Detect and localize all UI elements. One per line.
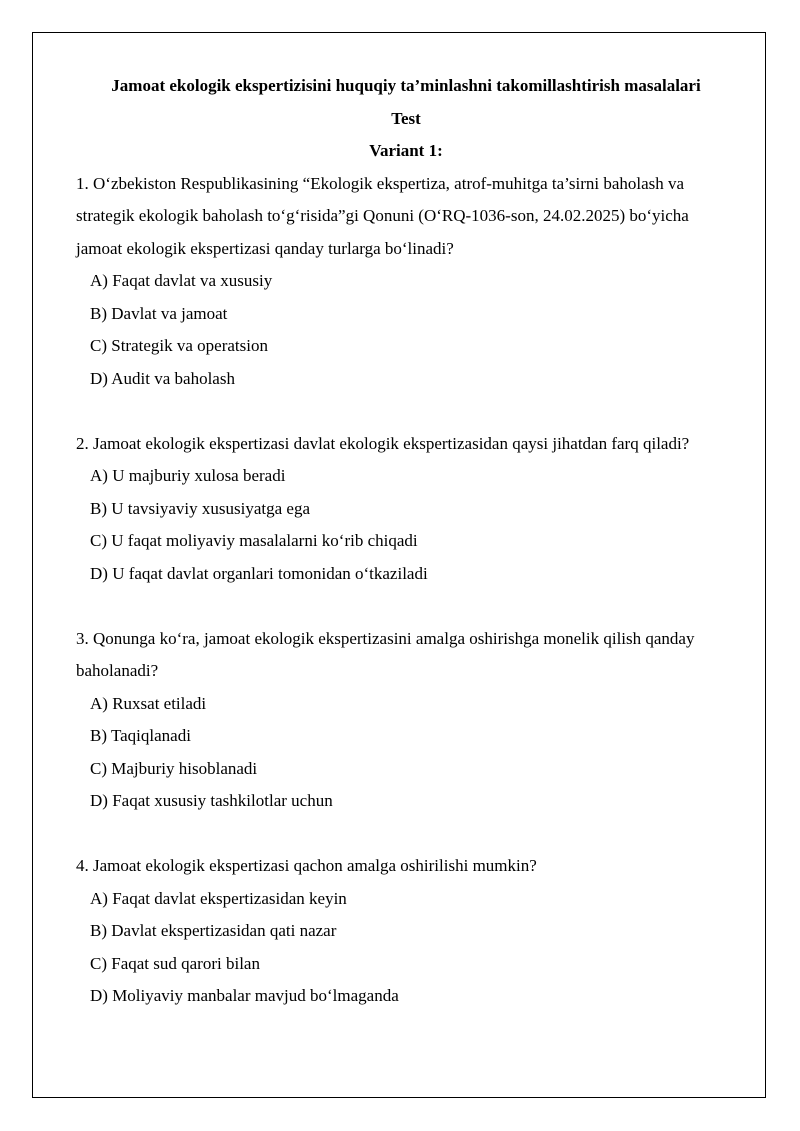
question-3 [76,623,736,818]
answer-option-c: C) U faqat moliyaviy masalalarni ko‘rib chiqadi [90,531,418,550]
question-2 [76,428,736,591]
question-spacer [76,395,736,428]
answer-option-a: A) Faqat davlat va xususiy [90,271,273,290]
question-text: 3. Qonunga ko‘ra, jamoat ekologik ekspertizasini amalga oshirishga monelik qilish qanday baholanadi? [76,628,695,680]
answer-option-d: D) Moliyaviy manbalar mavjud bo‘lmaganda [90,986,399,1005]
document-title: Jamoat ekologik ekspertizisini huquqiy ta’minlashni takomillashtirish masalalari [111,76,701,95]
question-text: 1. O‘zbekiston Respublikasining “Ekologik ekspertiza, atrof-muhitga ta’sirni baholash va strategik ekologik baholash to‘g‘risida”gi Qonuni (O‘RQ-1036-son, 24.02.2025) bo‘yicha jamoat ekologik ekspertizasi qanday turlarga bo‘linadi? [76,173,689,258]
question-text: 2. Jamoat ekologik ekspertizasi davlat ekologik ekspertizasidan qaysi jihatdan farq qiladi? [76,433,690,453]
question-spacer [76,590,736,623]
answer-option-c: C) Majburiy hisoblanadi [90,758,258,778]
answer-option-b: B) Davlat ekspertizasidan qati nazar [90,921,337,940]
answer-option-c: C) Faqat sud qarori bilan [90,953,260,973]
answer-option-b: B) Davlat va jamoat [90,303,228,323]
answer-option-d: D) U faqat davlat organlari tomonidan o‘tkaziladi [90,563,428,583]
document-subtitle: Test [391,108,421,128]
answer-option-a: A) Faqat davlat ekspertizasidan keyin [90,888,347,908]
question-text: 4. Jamoat ekologik ekspertizasi qachon amalga oshirilishi mumkin? [76,856,537,875]
answer-option-a: A) Ruxsat etiladi [90,693,207,713]
document-body [76,70,736,1013]
question-spacer [76,818,736,851]
answer-option-d: D) Audit va baholash [90,368,235,388]
variant-heading: Variant 1: [369,141,443,160]
question-1 [76,168,736,396]
answer-option-d: D) Faqat xususiy tashkilotlar uchun [90,791,333,810]
answer-option-c: C) Strategik va operatsion [90,336,268,355]
answer-option-a: A) U majburiy xulosa beradi [90,466,286,485]
question-4 [76,850,736,1013]
answer-option-b: B) Taqiqlanadi [90,726,191,745]
answer-option-b: B) U tavsiyaviy xususiyatga ega [90,498,311,518]
